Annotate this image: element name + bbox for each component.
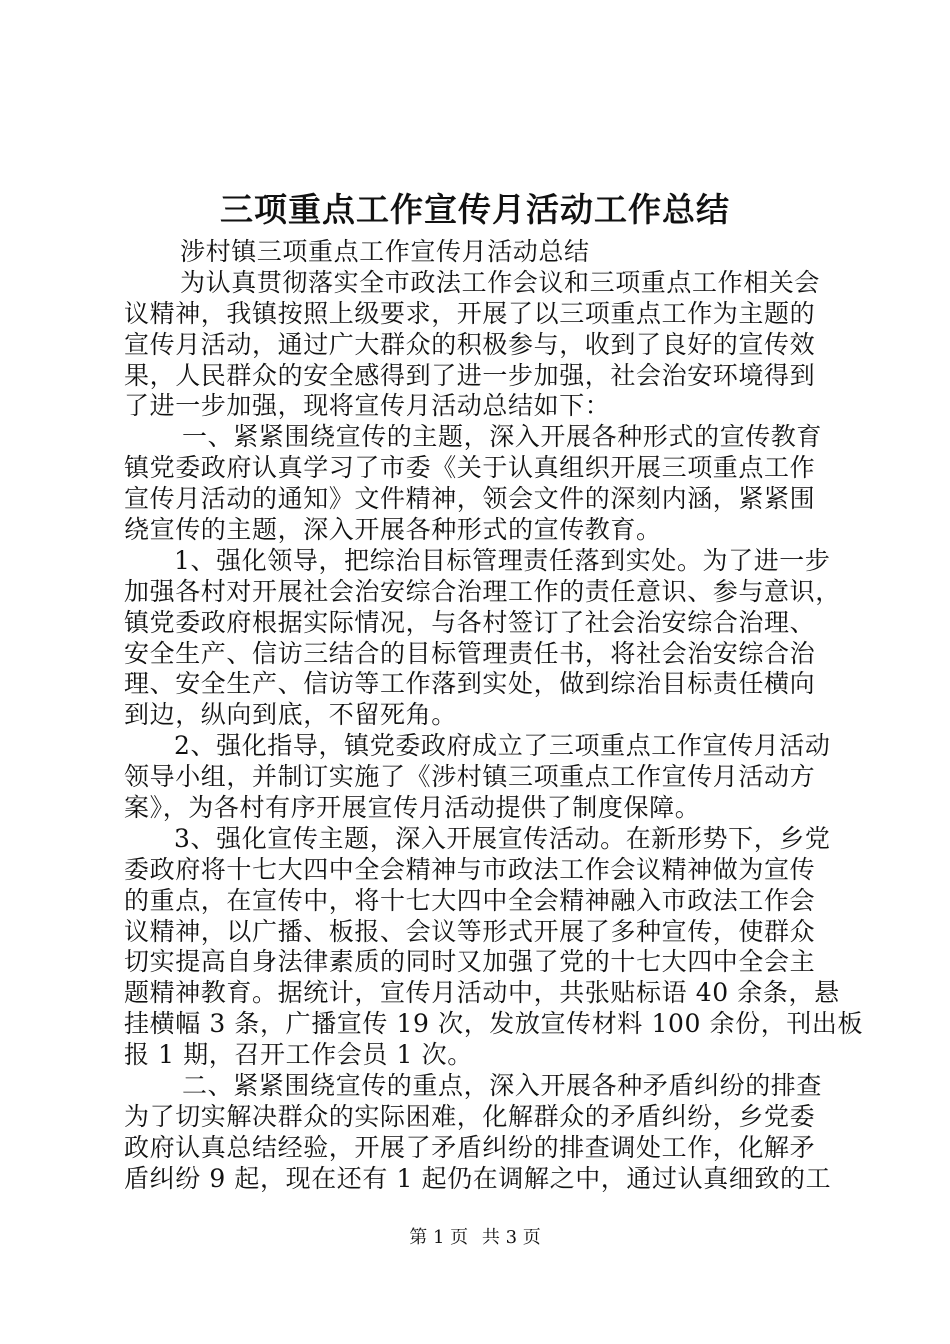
paragraph-line: 1、强化领导，把综治目标管理责任落到实处。为了进一步 [174,545,831,575]
paragraph-line: 加强各村对开展社会治安综合治理工作的责任意识、参与意识， [124,576,841,606]
document-title: 三项重点工作宣传月活动工作总结 [220,190,730,229]
page-footer [0,1226,950,1250]
paragraph-line: 为了切实解决群众的实际困难，化解群众的矛盾纠纷，乡党委 [124,1101,816,1131]
paragraph-line: 领导小组，并制订实施了《涉村镇三项重点工作宣传月活动方 [124,762,816,792]
paragraph-line: 到边，纵向到底，不留死角。 [124,700,457,730]
paragraph-line: 绕宣传的主题，深入开展各种形式的宣传教育。 [124,515,662,545]
paragraph-line: 3、强化宣传主题，深入开展宣传活动。在新形势下，乡党 [174,823,831,853]
paragraph-line: 报 1 期，召开工作会员 1 次。 [124,1040,473,1070]
paragraph-line: 议精神，我镇按照上级要求，开展了以三项重点工作为主题的 [124,298,816,328]
paragraph-line: 案》，为各村有序开展宣传月活动提供了制度保障。 [124,793,701,823]
paragraph-line: 镇党委政府根据实际情况，与各村签订了社会治安综合治理、 [124,607,816,637]
paragraph-line: 的重点，在宣传中，将十七大四中全会精神融入市政法工作会 [124,885,816,915]
page-total: 共 3 页 [481,1227,541,1248]
paragraph-line: 挂横幅 3 条，广播宣传 19 次，发放宣传材料 100 余份，刊出板 [124,1009,864,1039]
paragraph-line: 切实提高自身法律素质的同时又加强了党的十七大四中全会主 [124,947,816,977]
paragraph-line: 宣传月活动的通知》文件精神，领会文件的深刻内涵，紧紧围 [124,484,816,514]
section-heading-line: 一、紧紧围绕宣传的主题，深入开展各种形式的宣传教育 [182,422,823,452]
paragraph-line: 宣传月活动，通过广大群众的积极参与，收到了良好的宣传效 [124,329,816,359]
paragraph-line: 委政府将十七大四中全会精神与市政法工作会议精神做为宣传 [124,854,816,884]
subtitle-line: 涉村镇三项重点工作宣传月活动总结 [180,237,590,266]
paragraph-line: 题精神教育。据统计，宣传月活动中，共张贴标语 40 余条，悬 [124,978,840,1008]
paragraph-line: 安全生产、信访三结合的目标管理责任书，将社会治安综合治 [124,638,816,668]
paragraph-line: 理、安全生产、信访等工作落到实处，做到综治目标责任横向 [124,669,816,699]
paragraph-line: 果，人民群众的安全感得到了进一步加强，社会治安环境得到 [124,360,816,390]
paragraph-line: 为认真贯彻落实全市政法工作会议和三项重点工作相关会 [180,267,821,297]
paragraph-line: 镇党委政府认真学习了市委《关于认真组织开展三项重点工作 [124,453,816,483]
document-body [124,237,864,1195]
paragraph-line: 了进一步加强，现将宣传月活动总结如下： [124,391,611,421]
page-number: 第 1 页 [409,1227,469,1248]
paragraph-line: 议精神，以广播、板报、会议等形式开展了多种宣传，使群众 [124,916,816,946]
paragraph-line: 盾纠纷 9 起，现在还有 1 起仍在调解之中，通过认真细致的工 [124,1163,832,1193]
paragraph-line: 政府认真总结经验，开展了矛盾纠纷的排查调处工作，化解矛 [124,1132,816,1162]
section-heading-line: 二、紧紧围绕宣传的重点，深入开展各种矛盾纠纷的排查 [182,1071,823,1101]
paragraph-line: 2、强化指导，镇党委政府成立了三项重点工作宣传月活动 [174,731,831,761]
